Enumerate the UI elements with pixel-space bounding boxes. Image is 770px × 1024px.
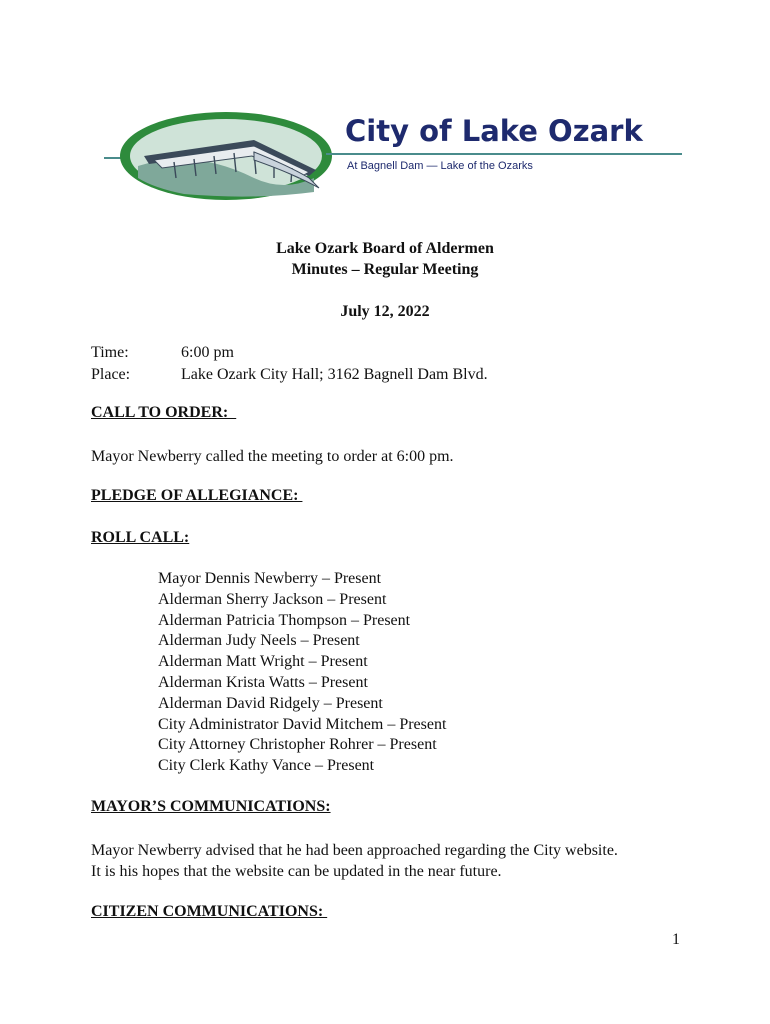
list-item: City Clerk Kathy Vance – Present bbox=[158, 757, 375, 775]
mayors-communications-heading: MAYOR’S COMMUNICATIONS: bbox=[91, 798, 331, 815]
list-item: Alderman Krista Watts – Present bbox=[158, 673, 368, 691]
place-label: Place: bbox=[91, 366, 131, 383]
document-title: Lake Ozark Board of Aldermen bbox=[276, 240, 494, 257]
document-subtitle: Minutes – Regular Meeting bbox=[291, 261, 479, 278]
logo-subtitle: At Bagnell Dam — Lake of the Ozarks bbox=[347, 160, 533, 172]
call-to-order-heading: CALL TO ORDER: bbox=[91, 404, 237, 421]
page-number: 1 bbox=[672, 931, 680, 948]
list-item: City Attorney Christopher Rohrer – Present bbox=[158, 736, 437, 754]
pledge-heading: PLEDGE OF ALLEGIANCE: bbox=[91, 487, 303, 504]
roll-call-heading: ROLL CALL: bbox=[91, 529, 190, 546]
mayors-communications-line-1: Mayor Newberry advised that he had been approached regarding the City website. bbox=[91, 842, 618, 859]
list-item: Alderman Sherry Jackson – Present bbox=[158, 590, 387, 608]
citizen-communications-heading: CITIZEN COMMUNICATIONS: bbox=[91, 903, 328, 920]
list-item: Alderman Judy Neels – Present bbox=[158, 632, 360, 650]
city-logo bbox=[104, 108, 684, 204]
time-value: 6:00 pm bbox=[181, 344, 234, 361]
meeting-date: July 12, 2022 bbox=[340, 303, 430, 320]
list-item: City Administrator David Mitchem – Present bbox=[158, 715, 447, 733]
mayors-communications-line-2: It is his hopes that the website can be updated in the near future. bbox=[91, 863, 502, 880]
list-item: Mayor Dennis Newberry – Present bbox=[158, 570, 382, 587]
roll-call-list bbox=[158, 569, 446, 777]
list-item: Alderman David Ridgely – Present bbox=[158, 694, 383, 712]
place-value: Lake Ozark City Hall; 3162 Bagnell Dam Blvd. bbox=[181, 366, 488, 383]
time-label: Time: bbox=[91, 344, 129, 361]
call-to-order-text: Mayor Newberry called the meeting to order at 6:00 pm. bbox=[91, 448, 454, 465]
list-item: Alderman Matt Wright – Present bbox=[158, 653, 368, 671]
logo-title: City of Lake Ozark bbox=[345, 114, 643, 148]
list-item: Alderman Patricia Thompson – Present bbox=[158, 611, 411, 629]
